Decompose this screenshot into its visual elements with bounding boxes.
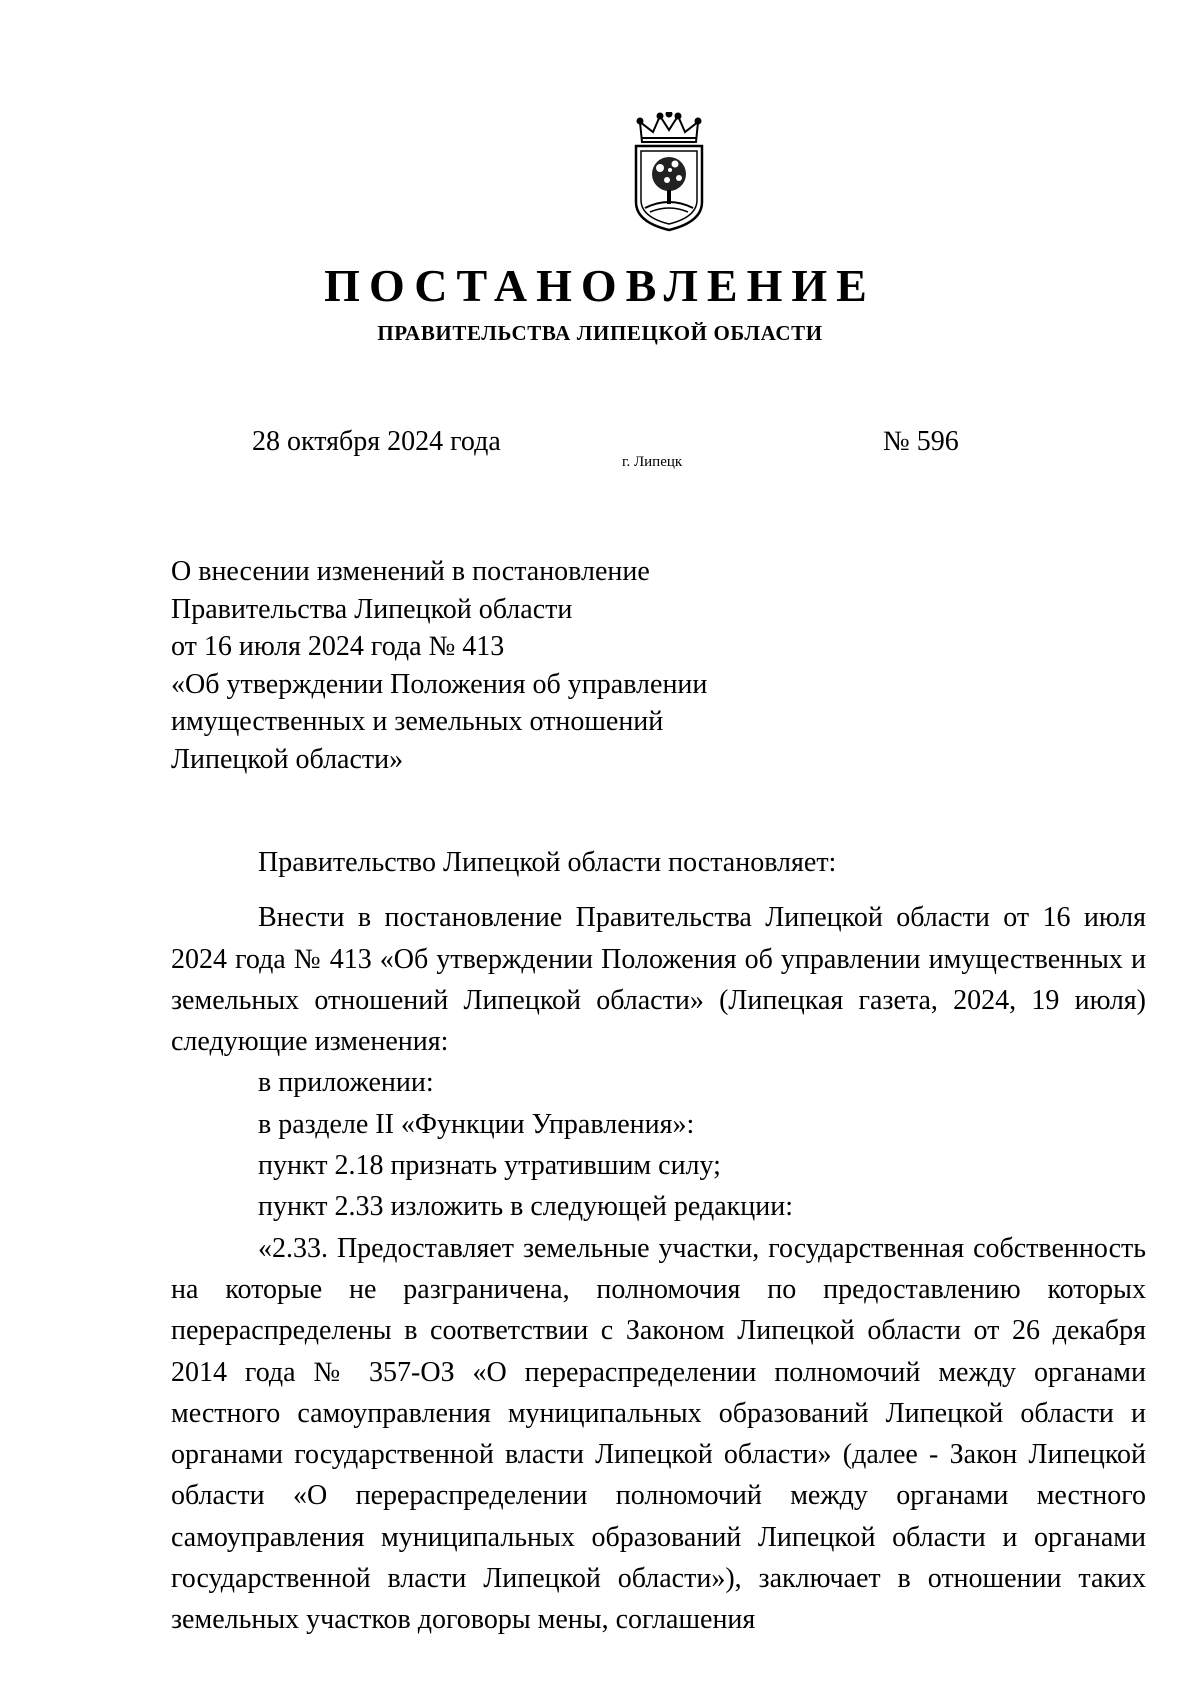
body-paragraph-item-2-18: пункт 2.18 признать утратившим силу; (258, 1150, 721, 1182)
crown-icon (638, 112, 701, 142)
document-number: № 596 (883, 426, 959, 457)
document-title: ПОСТАНОВЛЕНИЕ (324, 260, 876, 311)
subject-line: от 16 июля 2024 года № 413 (171, 631, 505, 663)
body-paragraph-appendix: в приложении: (258, 1067, 434, 1099)
body-paragraph-amend: Внести в постановление Правительства Липецкой области от 16 июля 2024 года № 413 «Об утверждении Положения об управлении имущественных и земельных отношений Липецкой области» (Липецкая газета, 2024, 19 июля) следующие изменения: (171, 902, 1146, 1058)
document-issuer: ПРАВИТЕЛЬСТВА ЛИПЕЦКОЙ ОБЛАСТИ (377, 321, 823, 345)
body-paragraph-item-2-33-text: «2.33. Предоставляет земельные участки, государственная собственность на которые не разграничена, полномочия по предоставлению которых перераспределены в соответствии с Законом Липецкой области от 26 декабря 2014 года № 357-ОЗ «О перераспределении полномочий между органами местного самоуправления муниципальных образований Липецкой области и органами государственной власти Липецкой области» (далее - Закон Липецкой области «О перераспределении полномочий между органами местного самоуправления муниципальных образований Липецкой области и органами государственной власти Липецкой области»), заключает в отношении таких земельных участков договоры мены, соглашения (171, 1232, 1146, 1636)
subject-line: Правительства Липецкой области (171, 593, 573, 625)
document-date: 28 октября 2024 года (252, 426, 501, 457)
document-subject (171, 553, 731, 779)
document-body (171, 842, 1146, 1641)
document-city: г. Липецк (622, 454, 683, 470)
body-paragraph-item-2-33: пункт 2.33 изложить в следующей редакции: (258, 1191, 793, 1223)
subject-line: имущественных и земельных отношений (171, 706, 664, 738)
subject-line: Липецкой области» (171, 743, 404, 775)
tree-icon (645, 157, 693, 212)
subject-line: «Об утверждении Положения об управлении (171, 668, 708, 700)
coat-of-arms-emblem (620, 112, 718, 234)
body-paragraph-resolves: Правительство Липецкой области постановляет: (258, 847, 837, 878)
subject-line: О внесении изменений в постановление (171, 556, 650, 587)
body-paragraph-section: в разделе II «Функции Управления»: (258, 1108, 695, 1140)
